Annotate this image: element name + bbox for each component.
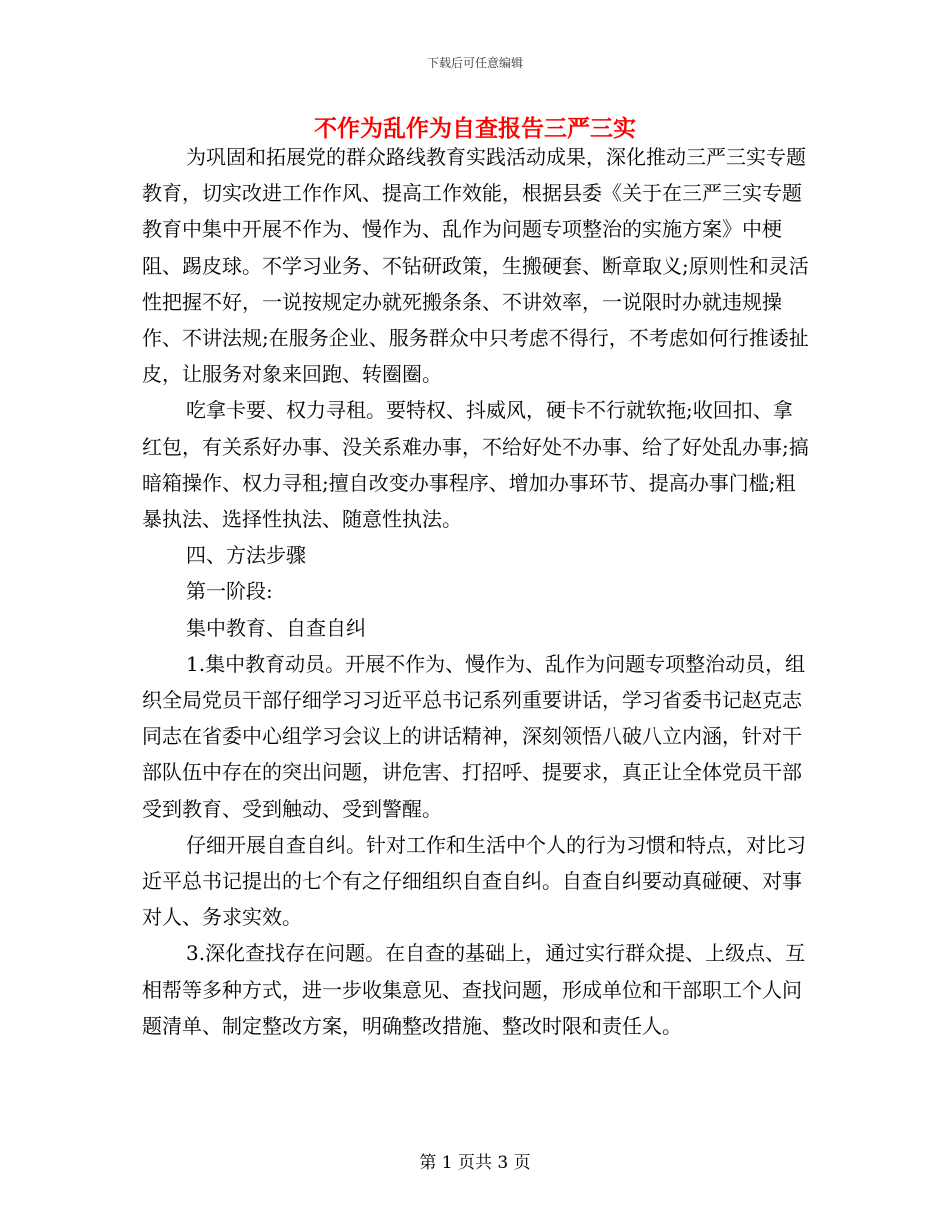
section-heading: 四、方法步骤 bbox=[186, 543, 306, 568]
paragraph-3: 1.集中教育动员。开展不作为、慢作为、乱作为问题专项整治动员，组织全局党员干部仔细学习习近平总书记系列重要讲话，学习省委书记赵克志同志在省委中心组学习会议上的讲话精神，深刻领悟八破八立内涵，针对干部队伍中存在的突出问题，讲危害、打招呼、提要求，真正让全体党员干部受到教育、受到触动、受到警醒。 bbox=[142, 651, 806, 821]
paragraph-2: 吃拿卡要、权力寻租。要特权、抖威风，硬卡不行就软拖;收回扣、拿红包，有关系好办事、没关系难办事，不给好处不办事、给了好处乱办事;搞暗箱操作、权力寻租;擅自改变办事程序、增加办事环节、提高办事门槛;粗暴执法、选择性执法、随意性执法。 bbox=[142, 398, 809, 532]
page-footer: 第 1 页共 3 页 bbox=[419, 1153, 531, 1173]
paragraph-5: 3.深化查找存在问题。在自查的基础上，通过实行群众提、上级点、互相帮等多种方式，进一步收集意见、查找问题，形成单位和干部职工个人问题清单、制定整改方案，明确整改措施、整改时限和责任人。 bbox=[142, 941, 806, 1038]
paragraph-1: 为巩固和拓展党的群众路线教育实践活动成果，深化推动三严三实专题教育，切实改进工作作风、提高工作效能，根据县委《关于在三严三实专题教育中集中开展不作为、慢作为、乱作为问题专项整治的实施方案》中梗阻、踢皮球。不学习业务、不钻研政策，生搬硬套、断章取义;原则性和灵活性把握不好，一说按规定办就死搬条条、不讲效率，一说限时办就违规操作、不讲法规;在服务企业、服务群众中只考虑不得行，不考虑如何行推诿扯皮，让服务对象来回跑、转圈圈。 bbox=[142, 145, 809, 387]
stage-heading: 第一阶段: bbox=[186, 579, 273, 604]
paragraph-4: 仔细开展自查自纠。针对工作和生活中个人的行为习惯和特点，对比习近平总书记提出的七个有之仔细组织自查自纠。自查自纠要动真碰硬、对事对人、务求实效。 bbox=[142, 832, 806, 930]
header-note: 下载后可任意编辑 bbox=[426, 56, 523, 70]
stage-subheading: 集中教育、自查自纠 bbox=[186, 615, 366, 640]
document-title: 不作为乱作为自查报告三严三实 bbox=[314, 115, 636, 142]
document-body bbox=[142, 139, 812, 1044]
